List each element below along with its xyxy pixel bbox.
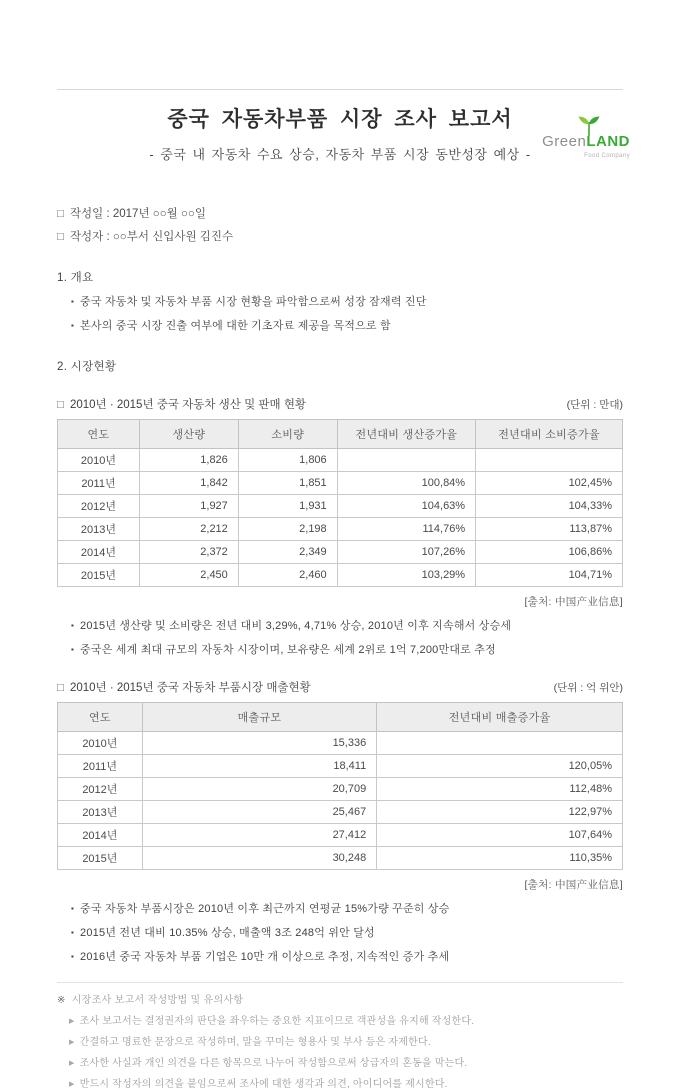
logo-tagline: Food Company [584, 153, 630, 159]
value-cell: 120,05% [377, 755, 623, 778]
year-cell: 2015년 [58, 564, 140, 587]
header-divider [57, 89, 623, 90]
value-cell: 104,71% [476, 564, 623, 587]
table-row [58, 847, 623, 870]
value-cell: 2,450 [139, 564, 238, 587]
value-cell: 2,460 [238, 564, 337, 587]
value-cell: 110,35% [377, 847, 623, 870]
table2-source: [출처: 中国产业信息] [524, 879, 623, 891]
list-marker-icon: ▪ [71, 297, 75, 306]
value-cell: 114,76% [337, 518, 475, 541]
table2-caption: □ 2010년 · 2015년 중국 자동차 부품시장 매출현황 [57, 682, 311, 694]
table1-source: [출처: 中国产业信息] [524, 596, 623, 608]
list-item: ▪ 2015년 전년 대비 10.35% 상승, 매출액 3조 248억 위안 달성 [71, 927, 375, 939]
value-cell: 122,97% [377, 801, 623, 824]
year-cell: 2011년 [58, 472, 140, 495]
table-row [58, 778, 623, 801]
value-cell: 103,29% [337, 564, 475, 587]
list-item: ▶ 조사 보고서는 결정권자의 판단을 좌우하는 중요한 지표이므로 객관성을 유지해 작성한다. [69, 1016, 475, 1027]
table-row [58, 495, 623, 518]
section-heading-market: 2. 시장현황 [57, 361, 117, 373]
value-cell [377, 732, 623, 755]
table-row [58, 449, 623, 472]
year-cell: 2014년 [58, 824, 143, 847]
year-cell: 2013년 [58, 801, 143, 824]
value-cell: 1,826 [139, 449, 238, 472]
table2-unit: (단위 : 억 위안) [553, 682, 623, 694]
value-cell: 102,45% [476, 472, 623, 495]
column-header: 전년대비 매출증가율 [377, 703, 623, 732]
value-cell: 2,212 [139, 518, 238, 541]
table1-caption: □ 2010년 · 2015년 중국 자동차 생산 및 판매 현황 [57, 399, 307, 411]
column-header: 연도 [58, 420, 140, 449]
report-page [0, 89, 680, 1090]
column-header: 소비량 [238, 420, 337, 449]
list-marker-icon: ▶ [69, 1081, 75, 1088]
table-row [58, 824, 623, 847]
list-item: ▶ 반드시 작성자의 의견을 붙임으로써 조사에 대한 생각과 의견, 아이디어를 제시한다. [69, 1079, 448, 1090]
checkbox-icon: □ [57, 682, 64, 694]
value-cell [337, 449, 475, 472]
list-item: ▪ 중국 자동차 부품시장은 2010년 이후 최근까지 연평균 15%가량 꾸준히 상승 [71, 903, 450, 915]
list-item: □ 작성일 : 2017년 ○○월 ○○일 [57, 208, 206, 220]
list-marker-icon: ▶ [69, 1039, 75, 1046]
table-row [58, 732, 623, 755]
table1-caption-row [57, 396, 623, 412]
parts-market-revenue-table [57, 702, 623, 870]
year-cell: 2010년 [58, 732, 143, 755]
table-row [58, 541, 623, 564]
list-marker-icon: ▪ [71, 904, 75, 913]
year-cell: 2011년 [58, 755, 143, 778]
table-header-row [58, 703, 623, 732]
value-cell: 107,64% [377, 824, 623, 847]
value-cell [476, 449, 623, 472]
year-cell: 2013년 [58, 518, 140, 541]
value-cell: 1,806 [238, 449, 337, 472]
list-item: ▪ 2016년 중국 자동차 부품 기업은 10만 개 이상으로 추정, 지속적인 증가 추세 [71, 951, 450, 963]
value-cell: 106,86% [476, 541, 623, 564]
value-cell: 15,336 [142, 732, 376, 755]
list-item: ▶ 조사한 사실과 개인 의견을 다른 항목으로 나누어 작성함으로써 상급자의 혼동을 막는다. [69, 1058, 468, 1069]
list-item: □ 작성자 : ○○부서 신입사원 김진수 [57, 231, 234, 243]
value-cell: 1,851 [238, 472, 337, 495]
value-cell: 1,842 [139, 472, 238, 495]
value-cell: 100,84% [337, 472, 475, 495]
meta-list [57, 205, 623, 244]
list-marker-icon: ▪ [71, 621, 75, 630]
value-cell: 27,412 [142, 824, 376, 847]
value-cell: 1,927 [139, 495, 238, 518]
table-row [58, 472, 623, 495]
value-cell: 104,63% [337, 495, 475, 518]
year-cell: 2015년 [58, 847, 143, 870]
list-item: ▪ 중국 자동차 및 자동차 부품 시장 현황을 파악함으로써 성장 잠재력 진단 [71, 296, 427, 308]
production-sales-table [57, 419, 623, 587]
value-cell: 1,931 [238, 495, 337, 518]
footnote-list [69, 1012, 623, 1090]
footnote-heading: ※ 시장조사 보고서 작성방법 및 유의사항 [57, 995, 244, 1006]
sprout-icon [576, 115, 602, 141]
value-cell: 104,33% [476, 495, 623, 518]
overview-bullets [71, 293, 623, 333]
year-cell: 2014년 [58, 541, 140, 564]
table-row [58, 755, 623, 778]
note-icon: ※ [57, 995, 66, 1006]
list-marker-icon: ▪ [71, 321, 75, 330]
column-header: 생산량 [139, 420, 238, 449]
value-cell: 2,349 [238, 541, 337, 564]
footnote-divider [57, 982, 623, 983]
value-cell: 18,411 [142, 755, 376, 778]
column-header: 연도 [58, 703, 143, 732]
table1-bullets [71, 617, 623, 657]
value-cell: 2,198 [238, 518, 337, 541]
value-cell: 107,26% [337, 541, 475, 564]
list-marker-icon: ▪ [71, 645, 75, 654]
column-header: 전년대비 생산증가율 [337, 420, 475, 449]
year-cell: 2010년 [58, 449, 140, 472]
list-item: ▪ 2015년 생산량 및 소비량은 전년 대비 3,29%, 4,71% 상승, 2010년 이후 지속해서 상승세 [71, 620, 512, 632]
footnotes [57, 991, 623, 1090]
value-cell: 112,48% [377, 778, 623, 801]
value-cell: 25,467 [142, 801, 376, 824]
year-cell: 2012년 [58, 778, 143, 801]
table-row [58, 518, 623, 541]
value-cell: 113,87% [476, 518, 623, 541]
page-subtitle: - 중국 내 자동차 수요 상승, 자동차 부품 시장 동반성장 예상 - [149, 147, 531, 162]
list-marker-icon: ▪ [71, 952, 75, 961]
checkbox-icon: □ [57, 399, 64, 411]
logo-text-green: Green [542, 133, 587, 150]
list-marker-icon: ▶ [69, 1018, 75, 1025]
table1-unit: (단위 : 만대) [566, 399, 623, 411]
list-item: ▶ 간결하고 명료한 문장으로 작성하며, 말을 꾸미는 형용사 및 부사 등은 자제한다. [69, 1037, 431, 1048]
table2-caption-row [57, 679, 623, 695]
list-marker-icon: ▪ [71, 928, 75, 937]
logo-text-land: LAND [586, 133, 630, 150]
table2-bullets [71, 900, 623, 964]
value-cell: 20,709 [142, 778, 376, 801]
column-header: 매출규모 [142, 703, 376, 732]
list-marker-icon: □ [57, 231, 64, 243]
value-cell: 30,248 [142, 847, 376, 870]
list-item: ▪ 본사의 중국 시장 진출 여부에 대한 기초자료 제공을 목적으로 함 [71, 320, 391, 332]
list-marker-icon: □ [57, 208, 64, 220]
list-marker-icon: ▶ [69, 1060, 75, 1067]
table-row [58, 801, 623, 824]
list-item: ▪ 중국은 세계 최대 규모의 자동차 시장이며, 보유량은 세계 2위로 1억 7,200만대로 추정 [71, 644, 496, 656]
column-header: 전년대비 소비증가율 [476, 420, 623, 449]
table-row [58, 564, 623, 587]
table-header-row [58, 420, 623, 449]
section-heading-overview: 1. 개요 [57, 272, 94, 284]
value-cell: 2,372 [139, 541, 238, 564]
year-cell: 2012년 [58, 495, 140, 518]
page-title: 중국 자동차부품 시장 조사 보고서 [167, 108, 513, 131]
company-logo [542, 133, 630, 159]
